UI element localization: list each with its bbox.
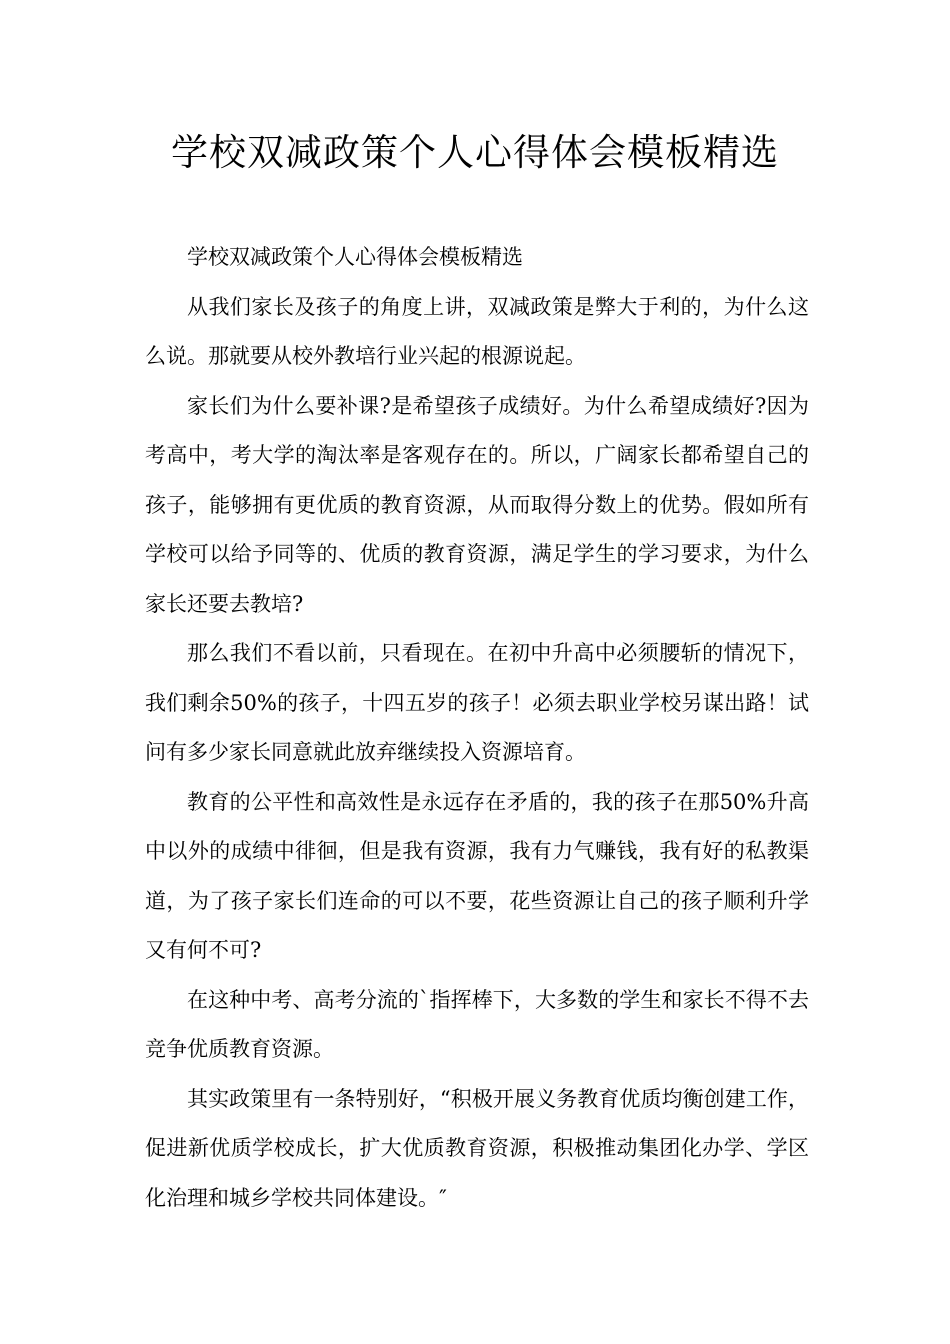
paragraph-3: 家长们为什么要补课?是希望孩子成绩好。为什么希望成绩好?因为考高中，考大学的淘汰率是客观存在的。所以，广阔家长都希望自己的孩子，能够拥有更优质的教育资源，从而取得分数上的优势。假如所有学校可以给予同等的、优质的教育资源，满足学生的学习要求，为什么家长还要去教培? bbox=[145, 393, 809, 616]
paragraph-7: 其实政策里有一条特别好，“积极开展义务教育优质均衡创建工作，促进新优质学校成长，扩大优质教育资源，积极推动集团化办学、学区化治理和城乡学校共同体建设。″ bbox=[145, 1086, 809, 1210]
paragraph-2: 从我们家长及孩子的角度上讲，双减政策是弊大于利的，为什么这么说。那就要从校外教培行业兴起的根源说起。 bbox=[145, 294, 809, 368]
document-body bbox=[145, 233, 809, 1223]
paragraph-5: 教育的公平性和高效性是永远存在矛盾的，我的孩子在那50%升高中以外的成绩中徘徊，但是我有资源，我有力气赚钱，我有好的私教渠道，为了孩子家长们连命的可以不要，花些资源让自己的孩子顺利升学又有何不可? bbox=[145, 789, 809, 962]
paragraph-4: 那么我们不看以前，只看现在。在初中升高中必须腰斩的情况下，我们剩余50%的孩子，十四五岁的孩子！必须去职业学校另谋出路！试问有多少家长同意就此放弃继续投入资源培育。 bbox=[145, 641, 809, 764]
paragraph-6: 在这种中考、高考分流的`指挥棒下，大多数的学生和家长不得不去竞争优质教育资源。 bbox=[145, 987, 809, 1061]
paragraph-1: 学校双减政策个人心得体会模板精选 bbox=[187, 245, 523, 269]
document-title: 学校双减政策个人心得体会模板精选 bbox=[171, 131, 779, 174]
